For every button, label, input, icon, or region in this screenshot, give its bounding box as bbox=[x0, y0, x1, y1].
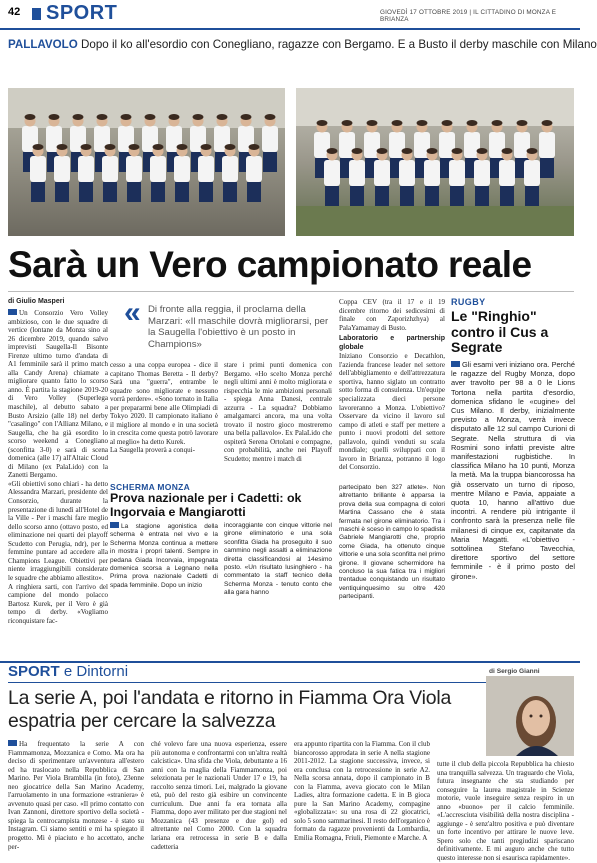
paragraph: La Saugella proverà a conqui- bbox=[110, 446, 195, 455]
paragraph: partecipato ben 327 atlete». Non altrettanto brillante è apparsa la prova della sua compagna di colori Martina Cassano che è stata fermata nel girone eliminatorio. Tra i maschi è sceso in campo lo spadista Gabriele Mangiarotti che, proprio come Giada, ha ottenuto cinque vittorie e una sola sconfitta nel primo girone. Il giovane schermidore ha concluso la sua fatica tra i migliori trentadue conquistando un risultato ventiquinquesimo su oltre 420 partecipanti. bbox=[339, 484, 445, 601]
player-figure bbox=[126, 156, 142, 182]
fencing-column-2 bbox=[224, 522, 332, 658]
headline-rule bbox=[8, 291, 574, 292]
player-figure bbox=[539, 132, 555, 158]
bottom-column-4 bbox=[437, 760, 574, 863]
article-byline: di Giulio Masperi bbox=[8, 298, 65, 305]
player-figure bbox=[374, 160, 390, 186]
lead-paragraph: La stagione agonistica della scherma è entrata nel vivo e la Scherma Monza continua a mettere in mostra i propri talenti. Sempre in pedana Giada Incorvaia, impegnata domenica scorsa a Legnano nella Prima prova nazionale Cadetti di spada femminile. Dopo un inizio bbox=[110, 523, 218, 589]
paragraph: ché volevo fare una nuova esperienza, essere più autonoma e confrontarmi con un'altra realtà calcistica». Una sfida che Viola, debuttante a 16 anni con la maglia della Fiammamonza, poi selezionata per le nazionali Under 17 e 19, ha raccolto senza timori. Lei, malgrado la giovane età, può del resto già esibire un convincente curriculum. Due anni fa era tornata alla Fiamma, dopo aver militato per due stagioni nel Mozzanica (43 presenze e due gol) ed altrettante nel Como 2000. Con la squadra lariana era retrocessa in serie B e dalla cadetteria bbox=[151, 740, 287, 851]
player-figure bbox=[262, 126, 278, 152]
player-figure bbox=[424, 160, 440, 186]
subhead: Laboratorio e partnership globale bbox=[339, 335, 445, 351]
page-header bbox=[0, 0, 580, 30]
article-column-3 bbox=[224, 361, 332, 479]
article-column-4 bbox=[339, 298, 445, 480]
player-figure bbox=[399, 160, 415, 186]
main-headline: Sarà un Vero campionato reale bbox=[8, 244, 532, 285]
rugby-kicker: RUGBY bbox=[451, 297, 486, 307]
bottom-headline: La serie A, poi l'andata e ritorno in Fiamma Ora Viola espatria per cercare la salvezza bbox=[8, 687, 452, 732]
rugby-headline: Le "Ringhio" contro il Cus a Segrate bbox=[451, 308, 549, 355]
issue-date: GIOVEDÌ 17 OTTOBRE 2019 | IL CITTADINO DI MONZA E BRIANZA bbox=[380, 9, 557, 23]
player-figure bbox=[449, 160, 465, 186]
player-figure bbox=[30, 156, 46, 182]
paragraph: cesso a una coppa europea - dice il capitano Thomas Beretta - Il derby? Sarà una "guerra", entrambe le squadre sono migliorate e nessuno vorrà perdere». «Sono tornato in Italia per prepararmi bene alle Olimpiadi di Tokyo 2020. Il campionato italiano è il migliore al mondo e in una società in crescita come questa potrò lavorare al meglio» ha detto Kurek. bbox=[110, 361, 219, 446]
player-figure bbox=[102, 156, 118, 182]
player-figure bbox=[150, 156, 166, 182]
paragraph: Coppa CEV (tra il 17 e il 19 dicembre ritorno dei sedicesimi di finale con Zaporizhzhya) al PalaYamamay di Busto. bbox=[339, 298, 445, 332]
player-figure bbox=[524, 160, 540, 186]
lead-paragraph: Gli esami veri iniziano ora. Perché le ragazze del Rugby Monza, dopo aver travolto per 98 a 0 le Lions Tortona nella partita d'esordio, domenica sfidano le «cugine» del Cus Milano. Il derby, inizialmente previsto a Monza, verrà invece disputato alle 12 sul campo Curioni di Segrate. Nella struttura di via Rosmini sono infatti previste altre manifestazioni rugbistiche. In classifica Milano ha 10 punti, Monza la metà. Ma la truppa biancorossa ha già osservato un turno di riposo, mentre Milano e Pavia, appaiate a quota 10, hanno all'attivo due incontri. A rendere più intrigante il confronto sarà la presenza nelle file milanesi di cinque ex, capitanate da Maria Magatti. «L'obiettivo - sottolinea Stefano Tavecchia, direttore sportivo del settore femminile - è il primo posto del girone». bbox=[451, 360, 575, 581]
lead-paragraph: Un Consorzio Vero Volley ambizioso, con le due squadre di vertice (lontane da Monza sino al 26 dicembre 2019, quando salvo imprevisti Saugella-Il Bisonte Firenze ultimo turno d'andata di A1 femminile sarà il primo match alla Candy Arena) chiamate a migliorare quanto fatto lo scorso anno. È partita la stagione 2019-20 di Vero Volley (Superlega maschile), al debutto sabato a Busto Arsizio (alle 18) nel derby "casalingo" con l'Allianz Milano, e Saugella, che ha già esordito lo scorso weekend a Conegliano (sconfitta 3-0) e sarà di scena domenica (alle 17) all'Altaic Cloud di Milano (ex PalaLido) con la Zanetti Bergamo. bbox=[8, 309, 108, 480]
paragraph: incoraggiante con cinque vittorie nel girone eliminatorio e una sola sconfitta Giada ha proseguito il suo cammino negli assalti a eliminazione diretta classificandosi al 14esimo posto. «Un risultato lusinghiero - ha commentato la staff tecnico della Scherma Monza - tenuto conto che alla gara hanno bbox=[224, 522, 332, 597]
player-figure bbox=[246, 156, 262, 182]
fencing-column-3 bbox=[339, 484, 445, 658]
player-figure bbox=[174, 156, 190, 182]
kicker-text: Dopo il ko all'esordio con Conegliano, ragazze con Bergamo. E a Busto il derby maschile con Milano bbox=[81, 38, 597, 51]
paragraph: A ringhiera sarti, con l'arrivo del campione del mondo polacco Bartosz Kurek, per il Vero è già tempo di derby. «Vogliamo riconquistare fac- bbox=[8, 582, 108, 625]
bottom-column-2 bbox=[151, 740, 287, 851]
fencing-headline: Prova nazionale per i Cadetti: ok Ingorvaia e Mangiarotti bbox=[110, 491, 302, 519]
lead-paragraph: Ha frequentato la serie A con Fiammamonza, Mozzanica e Como. Ma ora ha deciso di sperimentare un'avventura all'estero ed ha traslocato nella Repubblica di San Marino. Per Viola Brambilla (in foto), 23enne neo giocatrice della San Marino Academy, l'arruolamento in una formazione «straniera» è avvenuto quasi per caso. «Il primo contatto con Ivan Zannoni, direttore sportivo della società - spiega la centrocampista monzese - è stato su Instagram. Ci siamo sentiti e mi ha spiegato il progetto. Mi è piaciuto e ho accettato, anche per- bbox=[8, 740, 144, 851]
bottom-column-3 bbox=[294, 740, 430, 843]
player-portrait bbox=[486, 676, 574, 756]
paragraph: «Gli obiettivi sono chiari - ha detto Alessandra Marzari, presidente del Consorzio, durante la presentazione di lunedì all'Hotel de la Ville - Per i maschi fare meglio dello scorso anno (ottavo posto, ed eliminazione nei quarti dei playoff Scudetto con Perugia, ndr), per le femmine puntare ad accedere alla Champions League. Obiettivi per niente irraggiungibili considerate le squadre che abbiamo allestito». bbox=[8, 479, 108, 582]
team-photo-men bbox=[8, 88, 285, 236]
team-photo-women bbox=[296, 88, 574, 236]
article-column-2 bbox=[110, 361, 218, 479]
section-marker bbox=[32, 8, 41, 20]
section-title-2 bbox=[8, 663, 128, 680]
article-column-1 bbox=[8, 309, 108, 659]
player-figure bbox=[54, 156, 70, 182]
player-figure bbox=[198, 156, 214, 182]
player-figure bbox=[324, 160, 340, 186]
header-rule bbox=[0, 28, 580, 30]
player-figure bbox=[499, 160, 515, 186]
player-figure bbox=[349, 160, 365, 186]
article-kicker bbox=[8, 38, 597, 51]
pull-quote: Di fronte alla reggia, il proclama della Marzari: «Il maschile dovrà migliorarsi, per la Saugella l'obiettivo è un posto in Champions» bbox=[148, 304, 329, 350]
section-word: SPORT bbox=[8, 663, 60, 680]
bottom-byline: di Sergio Gianni bbox=[489, 668, 540, 675]
paragraph: Iniziano Consorzio e Decathlon, l'azienda francese leader nel settore dell'abbigliamento e dell'attrezzatura sportiva, hanno siglato un contratto sotto forma di consulenza. Un'equipe specializzata dieci persone lavoreranno a Monza. L'obiettivo? Osservare da vicino il lavoro sul campo di atleti e staff per mettere a punto i nuovi prodotti del settore pallavolo, quindi venduti su scala mondiale; quelli sviluppati con il lavoro in Brianza, potranno il logo del Consorzio. bbox=[339, 352, 445, 472]
paragraph: stare i primi punti domenica con Bergamo. «Ho scelto Monza perché negli ultimi anni è molto migliorata e rispecchia le mie ambizioni personali - spiega Anna Danesi, centrale azzurra - La squadra? Dobbiamo amalgamarci ancora, ma una volta trovato il nostro gioco mostreremo una bella pallavolo». Ex PalaLido che ospiterà Serena Ortolani e compagne, con probabilità, anche nei Playoff Scudetto; mentre i match di bbox=[224, 361, 332, 464]
rugby-column bbox=[451, 360, 575, 658]
player-figure bbox=[474, 160, 490, 186]
paragraph: era appunto ripartita con la Fiamma. Con il club biancorosso approdata in serie A nella stagione 2011-2012. La stagione successiva, invece, si era conclusa con la retrocessione in serie A2. Nella scorsa annata, dopo il campionato in B con la Fiamma, aveva giocato con le Milan Ladies, altra formazione cadetta. E in B gioca pure la San Marino Academy, compagine «globalizzata»: su una rosa di 22 giocatrici, solo 5 sono sammarinesi. Il resto dell'organico è formato da ragazze provenienti da Lombardia, Emilia Romagna, Friuli, Piemonte e Marche. A bbox=[294, 740, 430, 843]
section-rest: e Dintorni bbox=[63, 663, 129, 680]
fencing-column-1 bbox=[110, 522, 218, 658]
player-figure bbox=[78, 156, 94, 182]
player-figure bbox=[222, 156, 238, 182]
bottom-column-1 bbox=[8, 740, 144, 851]
page-number: 42 bbox=[8, 6, 21, 18]
kicker-tag: PALLAVOLO bbox=[8, 38, 78, 51]
fencing-kicker: SCHERMA MONZA bbox=[110, 482, 191, 492]
section-title: SPORT bbox=[46, 2, 118, 24]
paragraph: tutte il club della piccola Repubblica ha chiesto una tranquilla salvezza. Un traguardo che Viola, futura insegnante che sta studiando per conseguire la laurea magistrale in Scienze motorie, vuole inseguire senza respiro in un anno «buono» per il calcio femminile. «L'accresciuta visibilità della nostra disciplina - aggiunge - è senz'altro positiva e può diventare un forte incentivo per attirare le nuove leve. Spero solo che tanti pregiudizi spariscano definitivamente. E mi auguro anche che tutto questo interesse non si esaurisca rapidamente». bbox=[437, 760, 574, 863]
quote-mark-icon: « bbox=[124, 296, 141, 329]
